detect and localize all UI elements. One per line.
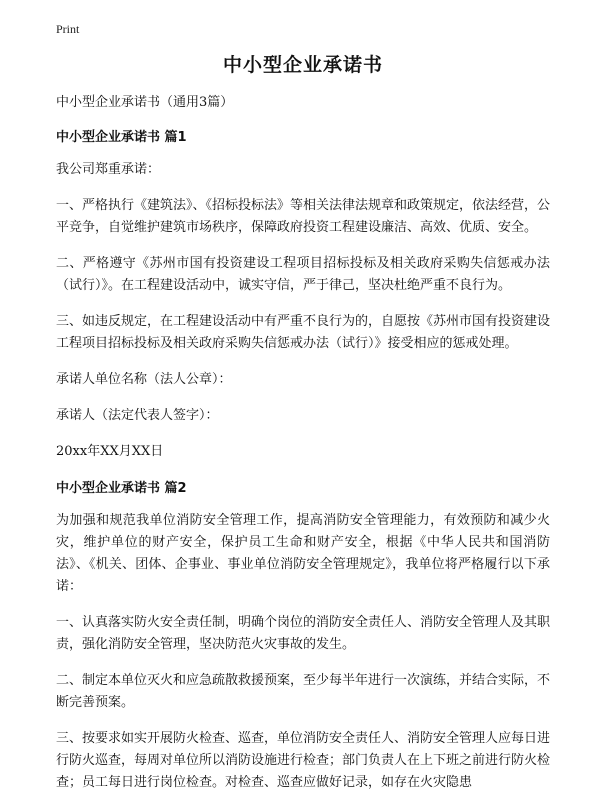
print-link[interactable]: Print: [56, 22, 80, 36]
date-line: 20xx年XX月XX日: [56, 444, 164, 459]
paragraph: 二、严格遵守《苏州市国有投资建设工程项目招标投标及相关政府采购失信惩戒办法（试行）》。在工程建设活动中，诚实守信，严于律己，坚决杜绝严重不良行为。: [56, 256, 550, 293]
document-subtitle: 中小型企业承诺书（通用3篇）: [56, 95, 234, 110]
signature-person-line: 承诺人（法定代表人签字）：: [56, 408, 219, 423]
document-title: 中小型企业承诺书: [222, 54, 383, 76]
paragraph: 二、制定本单位灭火和应急疏散救援预案，至少每半年进行一次演练，并结合实际，不断完善预案。: [56, 673, 551, 710]
section-1: [56, 126, 550, 463]
section-2: [56, 477, 550, 794]
document-body: [56, 46, 550, 808]
section-heading: 中小型企业承诺书 篇2: [56, 481, 187, 496]
paragraph: 一、认真落实防火安全责任制，明确个岗位的消防安全责任人、消防安全管理人及其职责，强化消防安全管理，坚决防范火灾事故的发生。: [56, 615, 551, 652]
signature-unit-line: 承诺人单位名称（法人公章）：: [56, 372, 232, 387]
paragraph: 三、如违反规定，在工程建设活动中有严重不良行为的，自愿按《苏州市国有投资建设工程项目招标投标及相关政府采购失信惩戒办法（试行）》接受相应的惩戒处理。: [56, 314, 551, 351]
paragraph: 为加强和规范我单位消防安全管理工作，提高消防安全管理能力，有效预防和减少火灾，维护单位的财产安全，保护员工生命和财产安全，根据《中华人民共和国消防法》、《机关、团体、企事业、事业单位消防安全管理规定》，我单位将严格履行以下承诺：: [56, 513, 550, 594]
section-heading: 中小型企业承诺书 篇1: [56, 130, 187, 145]
paragraph: 我公司郑重承诺：: [56, 162, 161, 177]
paragraph: 三、按要求如实开展防火检查、巡查，单位消防安全责任人、消防安全管理人应每日进行防火巡查，每周对单位所以消防设施进行检查；部门负责人在上下班之前进行防火检查；员工每日进行岗位检查。对检查、巡查应做好记录，如存在火灾隐患: [56, 731, 551, 790]
paragraph: 一、严格执行《建筑法》、《招标投标法》等相关法律法规章和政策规定，依法经营，公平竞争，自觉维护建筑市场秩序，保障政府投资工程建设廉洁、高效、优质、安全。: [56, 198, 551, 235]
